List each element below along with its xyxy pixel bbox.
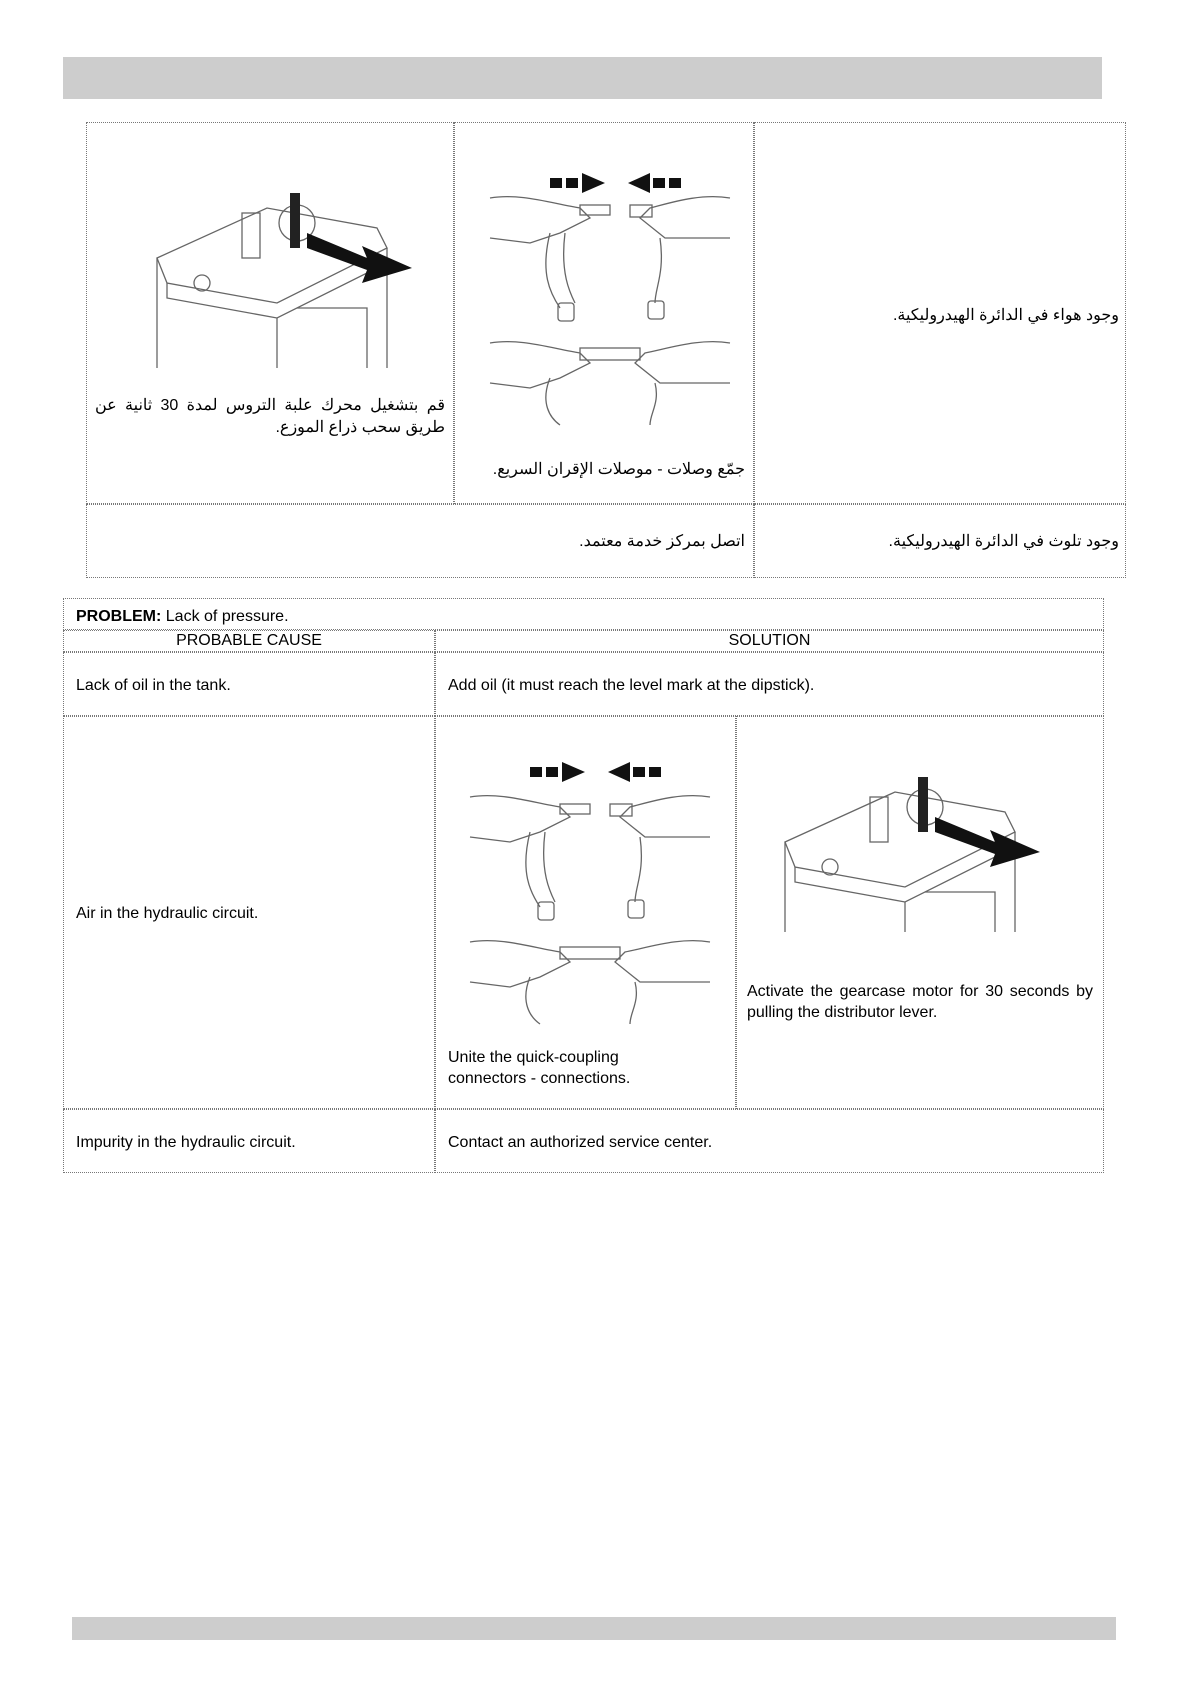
problem-row — [63, 598, 1104, 630]
footer-bar — [72, 1617, 1116, 1640]
ar-impurity: وجود تلوث في الدائرة الهيدروليكية. — [888, 533, 1119, 550]
ar-impurity-cell — [754, 504, 1126, 578]
header-bar — [63, 57, 1102, 99]
row2-cause: Air in the hydraulic circuit. — [76, 905, 259, 922]
ar-gearcase-cell — [86, 122, 454, 504]
problem-title — [76, 606, 289, 627]
header-solution: SOLUTION — [435, 630, 1104, 652]
header-cause: PROBABLE CAUSE — [63, 630, 435, 652]
problem-label: PROBLEM: — [76, 608, 162, 625]
row3-solution: Contact an authorized service center. — [448, 1134, 713, 1151]
ar-air-cause-cell — [754, 122, 1126, 504]
gearcase-illustration-en — [775, 772, 1065, 952]
ar-contact-cell — [86, 504, 754, 578]
row3-solution-cell — [435, 1109, 1104, 1173]
row1-cause: Lack of oil in the tank. — [76, 677, 231, 694]
ar-gearcase-text: قم بتشغيل محرك علبة التروس لمدة 30 ثانية عن طريق سحب ذراع الموزع. — [95, 397, 445, 436]
ar-air-cause: وجود هواء في الدائرة الهيدروليكية. — [892, 307, 1119, 324]
row3-cause-cell — [63, 1109, 435, 1173]
ar-coupling-text: جمّع وصلات - موصلات الإقران السريع. — [492, 461, 745, 478]
row1-solution: Add oil (it must reach the level mark at the dipstick). — [448, 677, 815, 694]
ar-contact: اتصل بمركز خدمة معتمد. — [579, 533, 745, 550]
problem-text: Lack of pressure. — [165, 608, 289, 625]
row1-cause-cell — [63, 652, 435, 716]
row2-solution-a-cell — [435, 716, 736, 1109]
row2-solution-a: Unite the quick-coupling connectors - connections. — [448, 1049, 631, 1087]
quick-coupling-illustration — [490, 163, 730, 433]
row2-solution-b-cell — [736, 716, 1104, 1109]
row3-cause: Impurity in the hydraulic circuit. — [76, 1134, 296, 1151]
ar-coupling-cell — [454, 122, 754, 504]
row2-solution-b: Activate the gearcase motor for 30 seconds by pulling the distributor lever. — [747, 983, 1093, 1021]
gearcase-illustration — [147, 188, 437, 368]
row1-solution-cell — [435, 652, 1104, 716]
quick-coupling-illustration-en — [470, 762, 710, 1032]
row2-cause-cell — [63, 716, 435, 1109]
